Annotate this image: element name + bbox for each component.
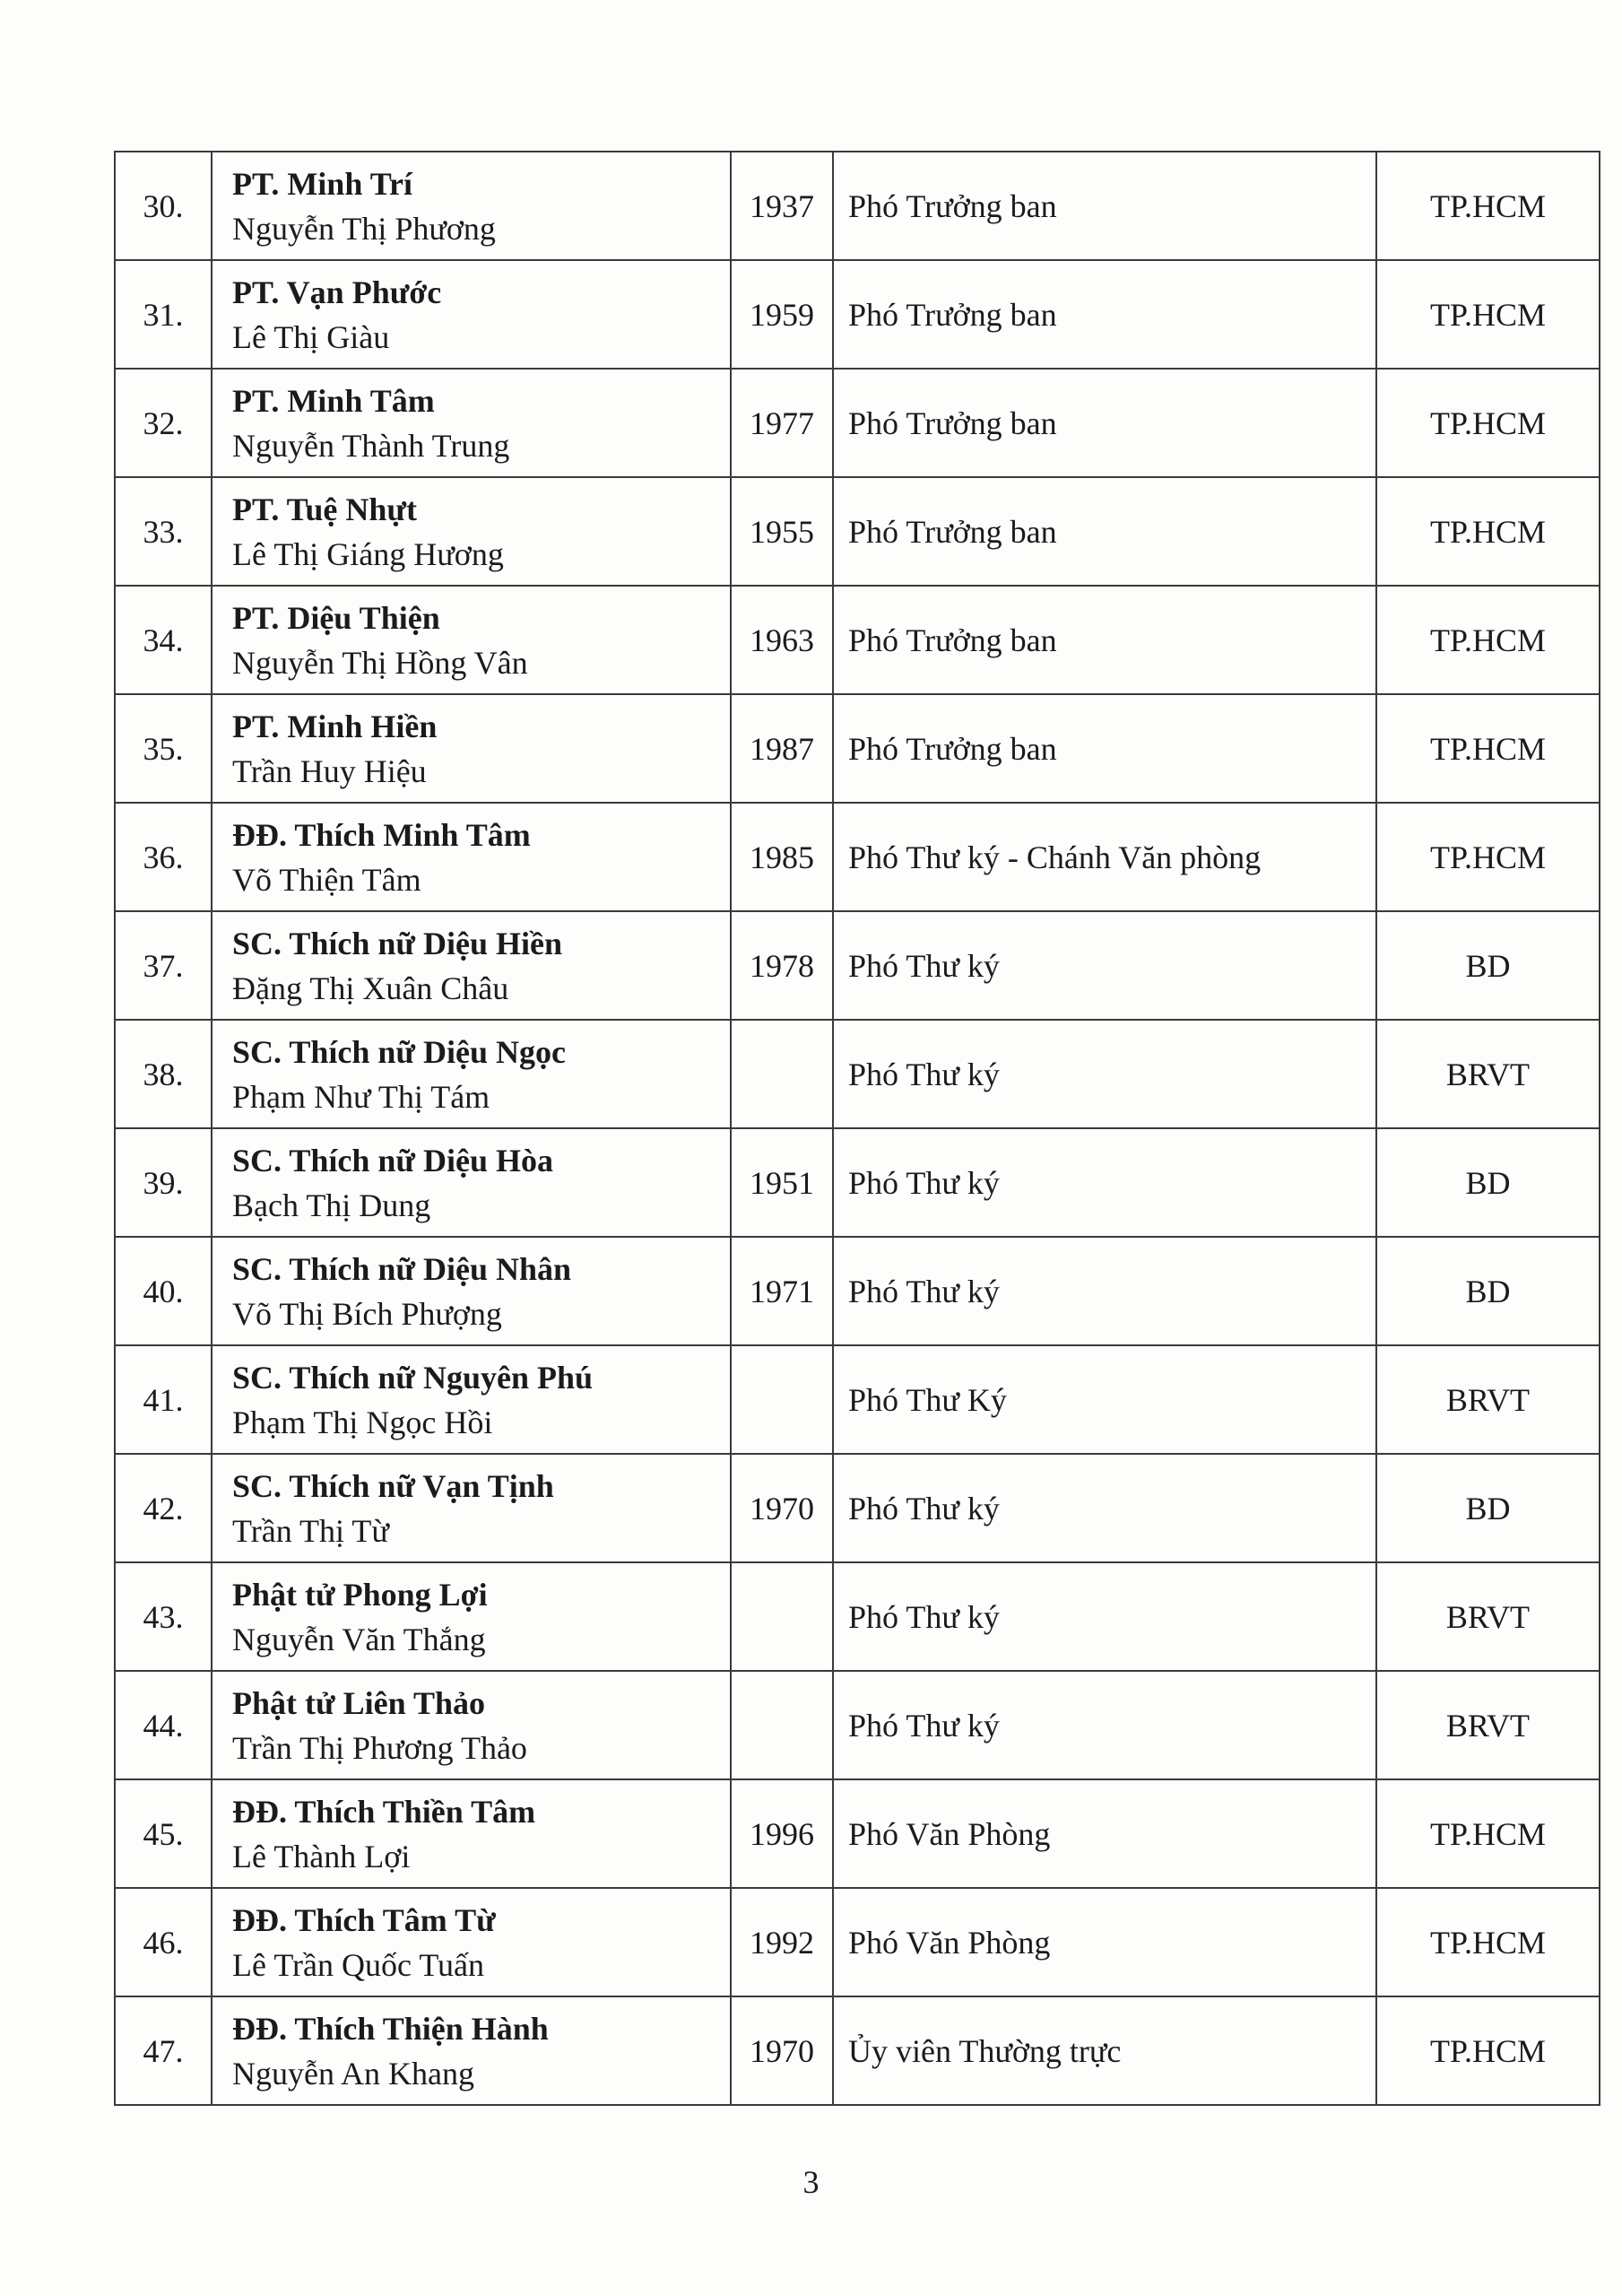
birth-year: 1937 (731, 152, 833, 260)
birth-year: 1951 (731, 1128, 833, 1237)
lay-name: Trần Thị Từ (232, 1512, 389, 1549)
dharma-title: Phật tử Phong Lợi (232, 1576, 488, 1613)
role: Phó Trưởng ban (833, 477, 1376, 586)
dharma-title: SC. Thích nữ Diệu Ngọc (232, 1033, 567, 1070)
row-number: 36. (115, 803, 212, 911)
province: TP.HCM (1376, 477, 1600, 586)
member-name-cell (212, 803, 731, 911)
row-number: 44. (115, 1671, 212, 1779)
member-table-body (115, 152, 1600, 2105)
role: Ủy viên Thường trực (833, 1996, 1376, 2105)
table-row (115, 694, 1600, 803)
role: Phó Thư ký (833, 1020, 1376, 1128)
lay-name: Lê Thành Lợi (232, 1838, 411, 1874)
role: Phó Trưởng ban (833, 586, 1376, 694)
member-name-cell (212, 1237, 731, 1345)
province: BD (1376, 1128, 1600, 1237)
member-name-cell (212, 586, 731, 694)
role: Phó Thư ký - Chánh Văn phòng (833, 803, 1376, 911)
page-number: 3 (802, 2164, 820, 2200)
dharma-title: SC. Thích nữ Diệu Hiền (232, 925, 563, 961)
dharma-title: ĐĐ. Thích Thiện Hành (232, 2010, 549, 2047)
lay-name: Lê Thị Giáng Hương (232, 535, 504, 572)
row-number: 37. (115, 911, 212, 1020)
role: Phó Văn Phòng (833, 1779, 1376, 1888)
row-number: 30. (115, 152, 212, 260)
role: Phó Trưởng ban (833, 694, 1376, 803)
member-name-cell (212, 1888, 731, 1996)
table-row (115, 152, 1600, 260)
dharma-title: ĐĐ. Thích Thiền Tâm (232, 1793, 536, 1830)
dharma-title: SC. Thích nữ Diệu Hòa (232, 1142, 554, 1178)
lay-name: Nguyễn An Khang (232, 2055, 474, 2092)
row-number: 42. (115, 1454, 212, 1562)
row-number: 41. (115, 1345, 212, 1454)
lay-name: Nguyễn Thành Trung (232, 427, 510, 464)
lay-name: Trần Thị Phương Thảo (232, 1729, 527, 1766)
member-name-cell (212, 1996, 731, 2105)
province: TP.HCM (1376, 1996, 1600, 2105)
member-name-cell (212, 1779, 731, 1888)
row-number: 33. (115, 477, 212, 586)
lay-name: Lê Thị Giàu (232, 318, 390, 355)
row-number: 39. (115, 1128, 212, 1237)
dharma-title: PT. Minh Trí (232, 165, 413, 202)
row-number: 32. (115, 369, 212, 477)
lay-name: Đặng Thị Xuân Châu (232, 970, 509, 1006)
member-name-cell (212, 1562, 731, 1671)
member-name-cell (212, 1020, 731, 1128)
province: TP.HCM (1376, 1888, 1600, 1996)
birth-year (731, 1562, 833, 1671)
birth-year: 1971 (731, 1237, 833, 1345)
lay-name: Lê Trần Quốc Tuấn (232, 1946, 485, 1983)
table-row (115, 1779, 1600, 1888)
lay-name: Phạm Thị Ngọc Hồi (232, 1404, 493, 1440)
table-row (115, 803, 1600, 911)
province: BD (1376, 911, 1600, 1020)
row-number: 47. (115, 1996, 212, 2105)
role: Phó Thư ký (833, 1671, 1376, 1779)
role: Phó Trưởng ban (833, 260, 1376, 369)
dharma-title: SC. Thích nữ Diệu Nhân (232, 1250, 572, 1287)
role: Phó Thư Ký (833, 1345, 1376, 1454)
member-name-cell (212, 260, 731, 369)
table-row (115, 369, 1600, 477)
role: Phó Thư ký (833, 1454, 1376, 1562)
member-name-cell (212, 694, 731, 803)
dharma-title: PT. Vạn Phước (232, 274, 442, 310)
birth-year: 1970 (731, 1996, 833, 2105)
member-name-cell (212, 477, 731, 586)
dharma-title: Phật tử Liên Thảo (232, 1684, 485, 1721)
row-number: 31. (115, 260, 212, 369)
birth-year: 1985 (731, 803, 833, 911)
birth-year: 1978 (731, 911, 833, 1020)
member-name-cell (212, 1345, 731, 1454)
lay-name: Nguyễn Thị Phương (232, 210, 496, 247)
province: BD (1376, 1237, 1600, 1345)
table-row (115, 1888, 1600, 1996)
member-name-cell (212, 1454, 731, 1562)
province: TP.HCM (1376, 1779, 1600, 1888)
province: BRVT (1376, 1671, 1600, 1779)
dharma-title: ĐĐ. Thích Tâm Từ (232, 1901, 496, 1938)
table-row (115, 1454, 1600, 1562)
province: TP.HCM (1376, 260, 1600, 369)
table-row (115, 1562, 1600, 1671)
table-row (115, 260, 1600, 369)
birth-year: 1977 (731, 369, 833, 477)
member-name-cell (212, 152, 731, 260)
dharma-title: PT. Minh Tâm (232, 382, 435, 419)
role: Phó Thư ký (833, 911, 1376, 1020)
birth-year (731, 1020, 833, 1128)
birth-year (731, 1671, 833, 1779)
lay-name: Nguyễn Văn Thắng (232, 1621, 486, 1657)
row-number: 40. (115, 1237, 212, 1345)
row-number: 45. (115, 1779, 212, 1888)
table-row (115, 477, 1600, 586)
birth-year: 1955 (731, 477, 833, 586)
province: BRVT (1376, 1345, 1600, 1454)
row-number: 43. (115, 1562, 212, 1671)
table-row (115, 1345, 1600, 1454)
table-row (115, 586, 1600, 694)
member-name-cell (212, 911, 731, 1020)
province: BRVT (1376, 1020, 1600, 1128)
role: Phó Thư ký (833, 1237, 1376, 1345)
province: TP.HCM (1376, 152, 1600, 260)
row-number: 34. (115, 586, 212, 694)
birth-year: 1987 (731, 694, 833, 803)
member-name-cell (212, 1128, 731, 1237)
province: TP.HCM (1376, 369, 1600, 477)
dharma-title: SC. Thích nữ Vạn Tịnh (232, 1467, 554, 1504)
row-number: 38. (115, 1020, 212, 1128)
member-table (114, 151, 1600, 2106)
table-row (115, 1671, 1600, 1779)
province: TP.HCM (1376, 586, 1600, 694)
lay-name: Trần Huy Hiệu (232, 752, 427, 789)
lay-name: Võ Thị Bích Phượng (232, 1295, 502, 1332)
birth-year: 1996 (731, 1779, 833, 1888)
dharma-title: PT. Minh Hiền (232, 708, 438, 744)
dharma-title: SC. Thích nữ Nguyên Phú (232, 1359, 594, 1396)
birth-year (731, 1345, 833, 1454)
lay-name: Phạm Như Thị Tám (232, 1078, 490, 1115)
birth-year: 1992 (731, 1888, 833, 1996)
province: TP.HCM (1376, 803, 1600, 911)
role: Phó Trưởng ban (833, 152, 1376, 260)
province: BRVT (1376, 1562, 1600, 1671)
birth-year: 1963 (731, 586, 833, 694)
birth-year: 1959 (731, 260, 833, 369)
role: Phó Văn Phòng (833, 1888, 1376, 1996)
table-row (115, 911, 1600, 1020)
member-name-cell (212, 1671, 731, 1779)
member-name-cell (212, 369, 731, 477)
role: Phó Trưởng ban (833, 369, 1376, 477)
row-number: 46. (115, 1888, 212, 1996)
province: TP.HCM (1376, 694, 1600, 803)
birth-year: 1970 (731, 1454, 833, 1562)
table-row (115, 1237, 1600, 1345)
table-row (115, 1128, 1600, 1237)
dharma-title: PT. Tuệ Nhựt (232, 491, 417, 527)
table-row (115, 1996, 1600, 2105)
table-row (115, 1020, 1600, 1128)
lay-name: Nguyễn Thị Hồng Vân (232, 644, 528, 681)
dharma-title: PT. Diệu Thiện (232, 599, 440, 636)
row-number: 35. (115, 694, 212, 803)
role: Phó Thư ký (833, 1562, 1376, 1671)
lay-name: Võ Thiện Tâm (232, 861, 421, 898)
role: Phó Thư ký (833, 1128, 1376, 1237)
lay-name: Bạch Thị Dung (232, 1187, 431, 1223)
province: BD (1376, 1454, 1600, 1562)
dharma-title: ĐĐ. Thích Minh Tâm (232, 816, 531, 853)
